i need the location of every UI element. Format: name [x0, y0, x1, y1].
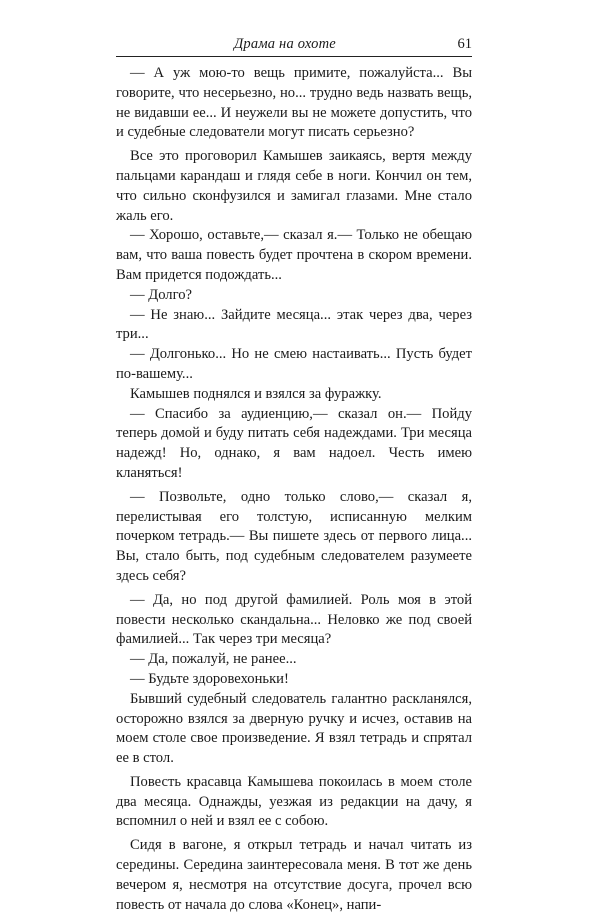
running-title: Драма на охоте: [234, 36, 336, 52]
paragraph: — Долгонько... Но не смею настаивать... Пусть будет по-вашему...: [116, 346, 472, 382]
paragraph: Камышев поднялся и взялся за фуражку.: [130, 385, 382, 402]
page-number: 61: [457, 36, 472, 52]
paragraph: — Долго?: [130, 286, 192, 303]
paragraph: — Да, но под другой фамилией. Роль моя в этой повести несколько скандальна... Неловко же под своей фамилией... Так через три месяца?: [116, 591, 472, 648]
paragraph: — Хорошо, оставьте,— сказал я.— Только не обещаю вам, что ваша повесть будет прочтена в скором времени. Вам придется подождать...: [116, 227, 472, 283]
paragraph: Сидя в вагоне, я открыл тетрадь и начал читать из середины. Середина заинтересовала меня. В тот же день вечером я, несмотря на отсутствие досуга, прочел всю повесть от начала до слова «Конец», напи-: [116, 837, 472, 913]
paragraph: — Да, пожалуй, не ранее...: [130, 651, 297, 668]
paragraph: Повесть красавца Камышева покоилась в моем столе два месяца. Однажды, уезжая из редакции на дачу, я вспомнил о ней и взял ее с собою.: [116, 773, 472, 830]
paragraph: — А уж мою-то вещь примите, пожалуйста... Вы говорите, что несерьезно, но... трудно ведь назвать вещь, не видавши ее... И неужели вы не можете допустить, что и судебные следователи могут писать серьезно?: [116, 65, 472, 141]
paragraph: — Спасибо за аудиенцию,— сказал он.— Пойду теперь домой и буду питать себя надеждами. Три месяца надежд! Но, однако, я вам надоел. Честь имею кланяться!: [116, 405, 472, 481]
running-header: [116, 36, 472, 56]
paragraph: Бывший судебный следователь галантно раскланялся, осторожно взялся за дверную ручку и исчез, оставив на моем столе свое произведение. Я взял тетрадь и спрятал ее в стол.: [116, 690, 472, 767]
paragraph: Все это проговорил Камышев заикаясь, вертя между пальцами карандаш и глядя себе в ноги. Кончил он тем, что сильно сконфузился и замигал глазами. Мне стало жаль его.: [116, 148, 472, 224]
paragraph: — Не знаю... Зайдите месяца... этак через два, через три...: [116, 306, 472, 343]
paragraph: — Будьте здоровехоньки!: [130, 670, 289, 687]
paragraph: — Позвольте, одно только слово,— сказал я, перелистывая его толстую, исписанную мелким почерком тетрадь.— Вы пишете здесь от первого лица... Вы, стало быть, под судебным следователем разумеете здесь себя?: [116, 488, 472, 584]
body-text: [116, 64, 472, 915]
header-rule: [116, 56, 472, 57]
